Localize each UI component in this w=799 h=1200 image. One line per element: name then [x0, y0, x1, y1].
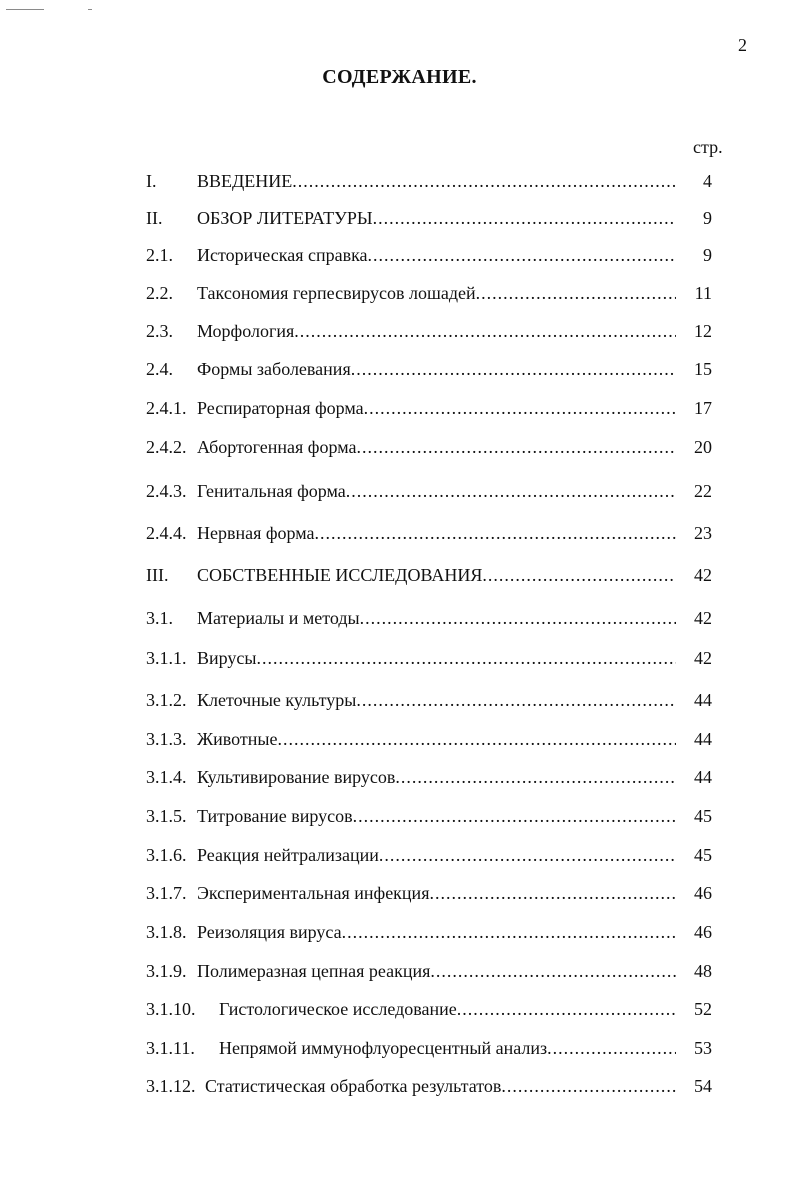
toc-label: Абортогенная форма [197, 437, 357, 457]
toc-leader [351, 356, 676, 382]
toc-entry [197, 356, 676, 382]
toc-row[interactable] [146, 726, 712, 752]
toc-row[interactable] [146, 356, 712, 382]
toc-leader [429, 880, 676, 906]
toc-number: 3.1.2. [146, 690, 187, 710]
toc-entry [197, 520, 676, 546]
toc-page: 42 [694, 608, 712, 628]
toc-entry [197, 562, 676, 588]
toc-leader [277, 726, 676, 752]
toc-row[interactable] [146, 168, 712, 194]
toc-entry [197, 803, 676, 829]
toc-page: 42 [694, 565, 712, 585]
toc-entry [197, 880, 676, 906]
toc-number: 2.4.4. [146, 523, 187, 543]
toc-row[interactable] [146, 1035, 712, 1061]
toc-page: 9 [703, 245, 712, 265]
toc-label: Клеточные культуры [197, 690, 357, 710]
scan-artifact-line [6, 9, 44, 10]
toc-label: Статистическая обработка результатов [205, 1076, 502, 1096]
toc-leader [342, 919, 676, 945]
toc-row[interactable] [146, 996, 712, 1022]
toc-page: 46 [694, 922, 712, 942]
toc-row[interactable] [146, 605, 712, 631]
toc-leader [353, 803, 676, 829]
toc-entry [197, 242, 676, 268]
toc-page: 20 [694, 437, 712, 457]
toc-label: Культивирование вирусов [197, 767, 396, 787]
toc-leader [482, 562, 676, 588]
toc-page: 46 [694, 883, 712, 903]
toc-entry [219, 1035, 676, 1061]
toc-leader [501, 1073, 676, 1099]
toc-row[interactable] [146, 687, 712, 713]
toc-entry [197, 478, 676, 504]
toc-page: 45 [694, 806, 712, 826]
toc-leader [547, 1035, 676, 1061]
toc-leader [315, 520, 676, 546]
toc-page: 15 [694, 359, 712, 379]
toc-label: Животные [197, 729, 278, 749]
toc-label: Непрямой иммунофлуоресцентный анализ [219, 1038, 548, 1058]
toc-label: СОБСТВЕННЫЕ ИССЛЕДОВАНИЯ [197, 565, 483, 585]
toc-entry [197, 605, 676, 631]
toc-page: 9 [703, 208, 712, 228]
toc-label: ОБЗОР ЛИТЕРАТУРЫ [197, 208, 373, 228]
toc-page: 4 [703, 171, 712, 191]
toc-number: 2.4. [146, 359, 173, 379]
toc-number: 3.1. [146, 608, 173, 628]
toc-leader [368, 242, 676, 268]
toc-page: 42 [694, 648, 712, 668]
toc-leader [292, 168, 676, 194]
toc-page: 54 [694, 1076, 712, 1096]
toc-row[interactable] [146, 645, 712, 671]
toc-row[interactable] [146, 764, 712, 790]
toc-leader [346, 478, 676, 504]
toc-number: 2.4.3. [146, 481, 187, 501]
toc-leader [430, 958, 676, 984]
toc-page: 23 [694, 523, 712, 543]
toc-row[interactable] [146, 562, 712, 588]
toc-label: Материалы и методы [197, 608, 360, 628]
toc-entry [197, 687, 676, 713]
toc-entry [197, 205, 676, 231]
toc-label: ВВЕДЕНИЕ [197, 171, 293, 191]
page-number: 2 [738, 35, 747, 55]
toc-entry [197, 764, 676, 790]
toc-page: 52 [694, 999, 712, 1019]
toc-entry [197, 726, 676, 752]
toc-page: 12 [694, 321, 712, 341]
toc-entry [197, 434, 676, 460]
toc-row[interactable] [146, 880, 712, 906]
toc-label: Историческая справка [197, 245, 368, 265]
toc-entry [219, 996, 676, 1022]
toc-row[interactable] [146, 395, 712, 421]
toc-page: 11 [694, 283, 712, 303]
toc-label: Нервная форма [197, 523, 315, 543]
toc-leader [364, 395, 676, 421]
toc-label: Гистологическое исследование [219, 999, 457, 1019]
toc-leader [395, 764, 676, 790]
toc-number: 3.1.5. [146, 806, 187, 826]
toc-page: 45 [694, 845, 712, 865]
toc-leader [360, 605, 676, 631]
toc-row[interactable] [146, 803, 712, 829]
toc-leader [379, 842, 676, 868]
toc-entry [197, 842, 676, 868]
toc-entry [197, 395, 676, 421]
toc-number: I. [146, 171, 157, 191]
toc-number: 2.4.2. [146, 437, 187, 457]
toc-row[interactable] [146, 280, 712, 306]
toc-row[interactable] [146, 318, 712, 344]
toc-label: Вирусы [197, 648, 257, 668]
toc-row[interactable] [146, 520, 712, 546]
toc-page: 44 [694, 690, 712, 710]
toc-row[interactable] [146, 919, 712, 945]
toc-label: Реизоляция вируса [197, 922, 342, 942]
toc-number: 3.1.8. [146, 922, 187, 942]
toc-number: 2.3. [146, 321, 173, 341]
toc-entry [197, 318, 676, 344]
toc-row[interactable] [146, 434, 712, 460]
toc-label: Генитальная форма [197, 481, 346, 501]
toc-page: 22 [694, 481, 712, 501]
toc-row[interactable] [146, 1073, 712, 1099]
toc-entry [197, 280, 676, 306]
toc-label: Реакция нейтрализации [197, 845, 379, 865]
toc-number: 3.1.12. [146, 1076, 196, 1096]
toc-page: 48 [694, 961, 712, 981]
toc-entry [197, 919, 676, 945]
toc-label: Морфология [197, 321, 295, 341]
toc-number: 3.1.10. [146, 999, 196, 1019]
toc-page: 44 [694, 729, 712, 749]
toc-number: 2.4.1. [146, 398, 187, 418]
toc-number: 2.1. [146, 245, 173, 265]
toc-number: 3.1.3. [146, 729, 187, 749]
toc-number: 2.2. [146, 283, 173, 303]
toc-row[interactable] [146, 205, 712, 231]
page-column-label: стр. [693, 137, 723, 157]
toc-leader [356, 434, 676, 460]
toc-number: III. [146, 565, 169, 585]
toc-label: Экспериментальная инфекция [197, 883, 430, 903]
toc-label: Таксономия герпесвирусов лошадей [197, 283, 476, 303]
toc-row[interactable] [146, 242, 712, 268]
toc-row[interactable] [146, 478, 712, 504]
toc-row[interactable] [146, 958, 712, 984]
scan-artifact-dot [88, 9, 92, 10]
toc-entry [197, 645, 676, 671]
toc-entry [205, 1073, 676, 1099]
toc-row[interactable] [146, 842, 712, 868]
toc-number: II. [146, 208, 163, 228]
toc-number: 3.1.4. [146, 767, 187, 787]
toc-number: 3.1.6. [146, 845, 187, 865]
toc-leader [457, 996, 676, 1022]
toc-page: 17 [694, 398, 712, 418]
toc-entry [197, 958, 676, 984]
toc-label: Титрование вирусов [197, 806, 353, 826]
toc-leader [356, 687, 676, 713]
toc-number: 3.1.7. [146, 883, 187, 903]
toc-leader [476, 280, 676, 306]
toc-label: Респираторная форма [197, 398, 364, 418]
toc-number: 3.1.9. [146, 961, 187, 981]
toc-number: 3.1.1. [146, 648, 187, 668]
page-title: СОДЕРЖАНИЕ. [322, 66, 477, 88]
toc-leader [256, 645, 676, 671]
toc-leader [373, 205, 676, 231]
toc-leader [294, 318, 676, 344]
toc-entry [197, 168, 676, 194]
toc-page: 44 [694, 767, 712, 787]
toc-label: Полимеразная цепная реакция [197, 961, 431, 981]
toc-number: 3.1.11. [146, 1038, 195, 1058]
toc-page: 53 [694, 1038, 712, 1058]
toc-label: Формы заболевания [197, 359, 351, 379]
